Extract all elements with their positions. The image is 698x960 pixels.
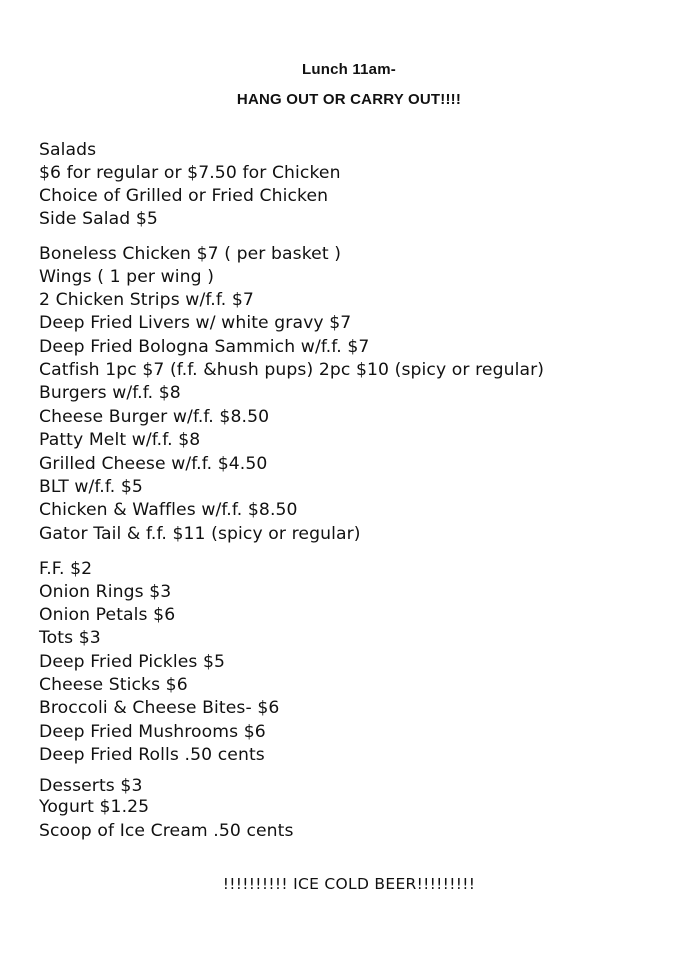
- menu-item: Scoop of Ice Cream .50 cents: [39, 821, 294, 841]
- menu-item: Deep Fried Pickles $5: [39, 652, 226, 672]
- menu-item: Chicken & Waffles w/f.f. $8.50: [39, 500, 298, 520]
- menu-item: Tots $3: [39, 628, 101, 648]
- menu-item: Side Salad $5: [39, 209, 158, 229]
- section-title-salads: Salads: [39, 140, 97, 160]
- menu-item: F.F. $2: [39, 559, 93, 579]
- menu-item: Cheese Sticks $6: [39, 675, 188, 695]
- menu-item: Catfish 1pc $7 (f.f. &hush pups) 2pc $10 (spicy or regular): [39, 360, 545, 380]
- menu-item: $6 for regular or $7.50 for Chicken: [39, 163, 341, 183]
- menu-item: BLT w/f.f. $5: [39, 477, 143, 497]
- section-title-desserts: Desserts $3: [39, 776, 143, 796]
- menu-item: Deep Fried Mushrooms $6: [39, 722, 266, 742]
- menu-item: Boneless Chicken $7 ( per basket ): [39, 244, 342, 264]
- menu-item: Yogurt $1.25: [39, 797, 150, 817]
- menu-item: Broccoli & Cheese Bites- $6: [39, 698, 280, 718]
- menu-item: Deep Fried Rolls .50 cents: [39, 745, 265, 765]
- menu-item: 2 Chicken Strips w/f.f. $7: [39, 290, 254, 310]
- menu-item: Patty Melt w/f.f. $8: [39, 430, 201, 450]
- menu-item: Grilled Cheese w/f.f. $4.50: [39, 454, 268, 474]
- menu-item: Deep Fried Bologna Sammich w/f.f. $7: [39, 337, 370, 357]
- menu-item: Wings ( 1 per wing ): [39, 267, 214, 287]
- menu-item: Burgers w/f.f. $8: [39, 383, 181, 403]
- menu-item: Choice of Grilled or Fried Chicken: [39, 186, 329, 206]
- menu-item: Onion Rings $3: [39, 582, 172, 602]
- menu-item: Cheese Burger w/f.f. $8.50: [39, 407, 270, 427]
- menu-item: Deep Fried Livers w/ white gravy $7: [39, 313, 352, 333]
- service-heading: HANG OUT OR CARRY OUT!!!!: [236, 91, 462, 108]
- menu-item: Onion Petals $6: [39, 605, 176, 625]
- hours-heading: Lunch 11am-: [302, 61, 396, 78]
- menu-item: Gator Tail & f.f. $11 (spicy or regular): [39, 524, 361, 544]
- beer-banner: !!!!!!!!!! ICE COLD BEER!!!!!!!!!: [222, 875, 476, 893]
